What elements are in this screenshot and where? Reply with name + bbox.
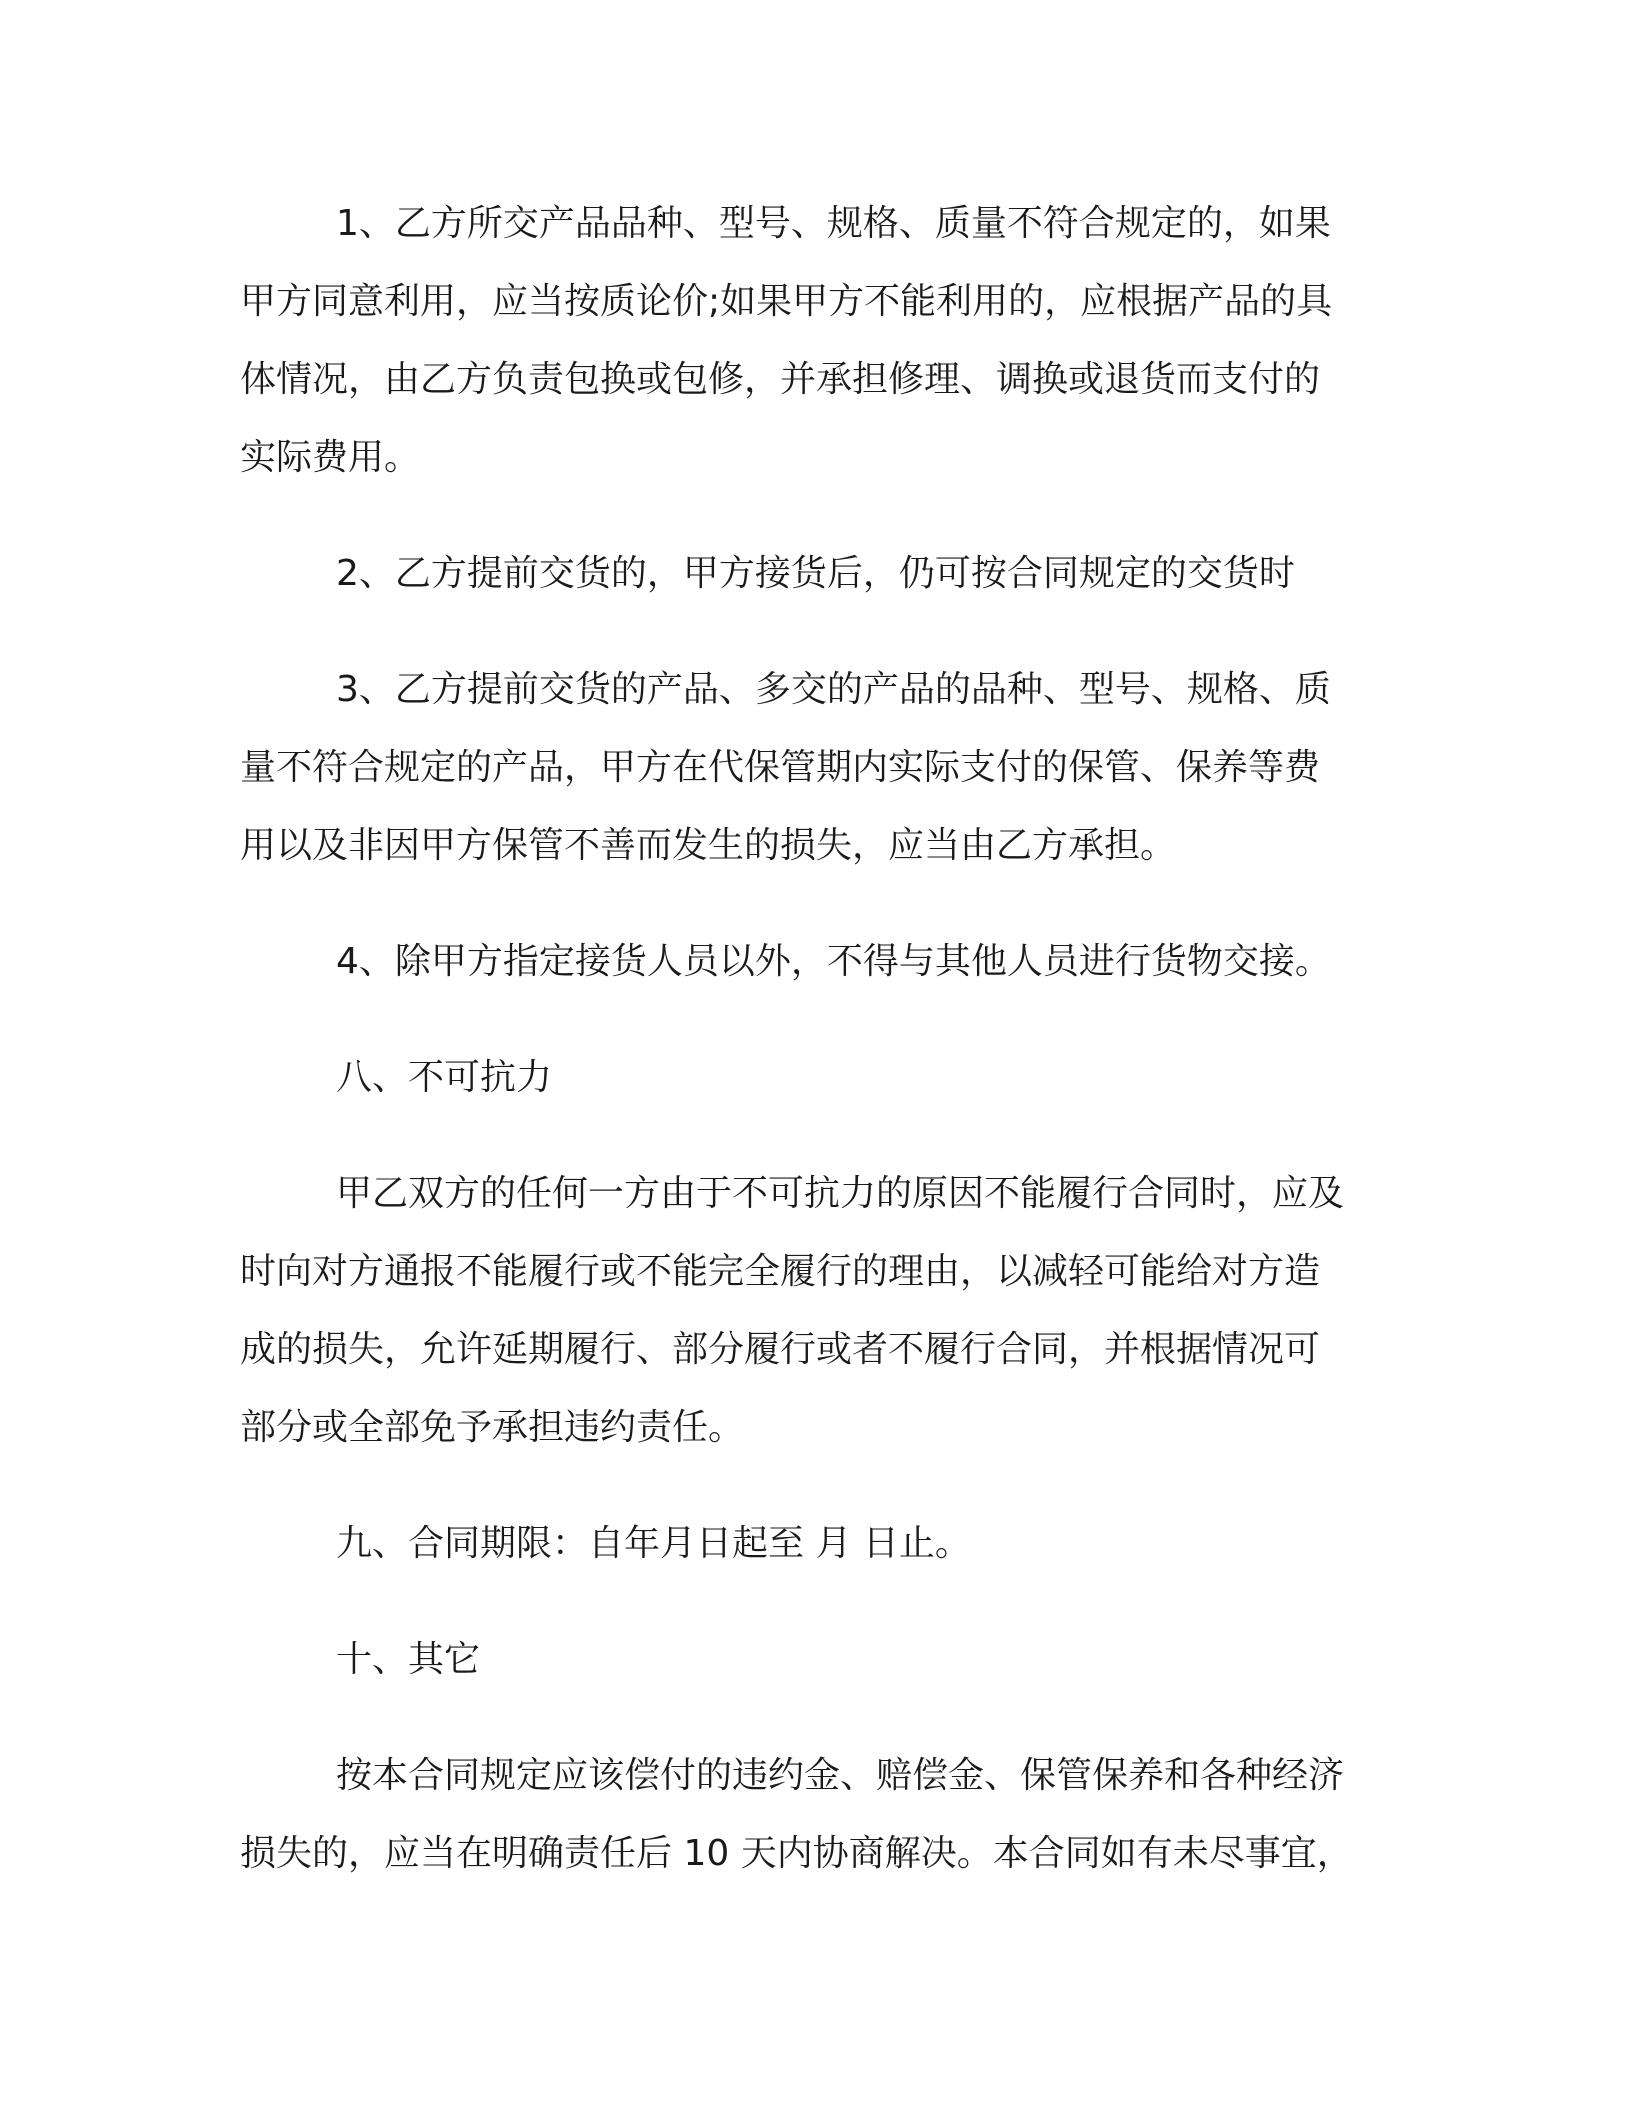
- section-heading-10: [240, 1621, 1390, 1699]
- force-majeure-paragraph: [240, 1155, 1390, 1467]
- clause-7-item-1: [240, 185, 1390, 497]
- text-line: 2、乙方提前交货的，甲方接货后，仍可按合同规定的交货时: [336, 553, 1295, 594]
- text-line: 用以及非因甲方保管不善而发生的损失，应当由乙方承担。: [240, 825, 1177, 866]
- text-line: 成的损失，允许延期履行、部分履行或者不履行合同，并根据情况可: [240, 1329, 1321, 1370]
- text-line: 3、乙方提前交货的产品、多交的产品的品种、型号、规格、质: [336, 669, 1331, 710]
- heading-text: 九、合同期限：自年月日起至 月 日止。: [336, 1523, 971, 1564]
- text-line: 1、乙方所交产品品种、型号、规格、质量不符合规定的，如果: [336, 203, 1331, 244]
- text-line: 时向对方通报不能履行或不能完全履行的理由，以减轻可能给对方造: [240, 1251, 1321, 1292]
- text-line: 甲方同意利用，应当按质论价;如果甲方不能利用的，应根据产品的具: [240, 281, 1333, 322]
- document-body: [240, 185, 1390, 1931]
- text-line: 部分或全部免予承担违约责任。: [240, 1407, 745, 1448]
- text-line: 4、除甲方指定接货人员以外，不得与其他人员进行货物交接。: [336, 941, 1331, 982]
- clause-7-item-4: [240, 923, 1390, 1001]
- text-line: 按本合同规定应该偿付的违约金、赔偿金、保管保养和各种经济: [336, 1755, 1345, 1796]
- section-heading-9: [240, 1505, 1390, 1583]
- text-line: 实际费用。: [240, 437, 421, 478]
- text-line: 体情况，由乙方负责包换或包修，并承担修理、调换或退货而支付的: [240, 359, 1321, 400]
- heading-text: 八、不可抗力: [336, 1057, 553, 1098]
- heading-text: 十、其它: [336, 1639, 481, 1680]
- clause-7-item-2: [240, 535, 1390, 613]
- text-line: 甲乙双方的任何一方由于不可抗力的原因不能履行合同时，应及: [336, 1173, 1345, 1214]
- section-heading-8: [240, 1039, 1390, 1117]
- text-line: 损失的，应当在明确责任后 10 天内协商解决。本合同如有未尽事宜，: [240, 1833, 1353, 1874]
- clause-7-item-3: [240, 651, 1390, 885]
- other-terms-paragraph: [240, 1737, 1390, 1893]
- text-line: 量不符合规定的产品，甲方在代保管期内实际支付的保管、保养等费: [240, 747, 1321, 788]
